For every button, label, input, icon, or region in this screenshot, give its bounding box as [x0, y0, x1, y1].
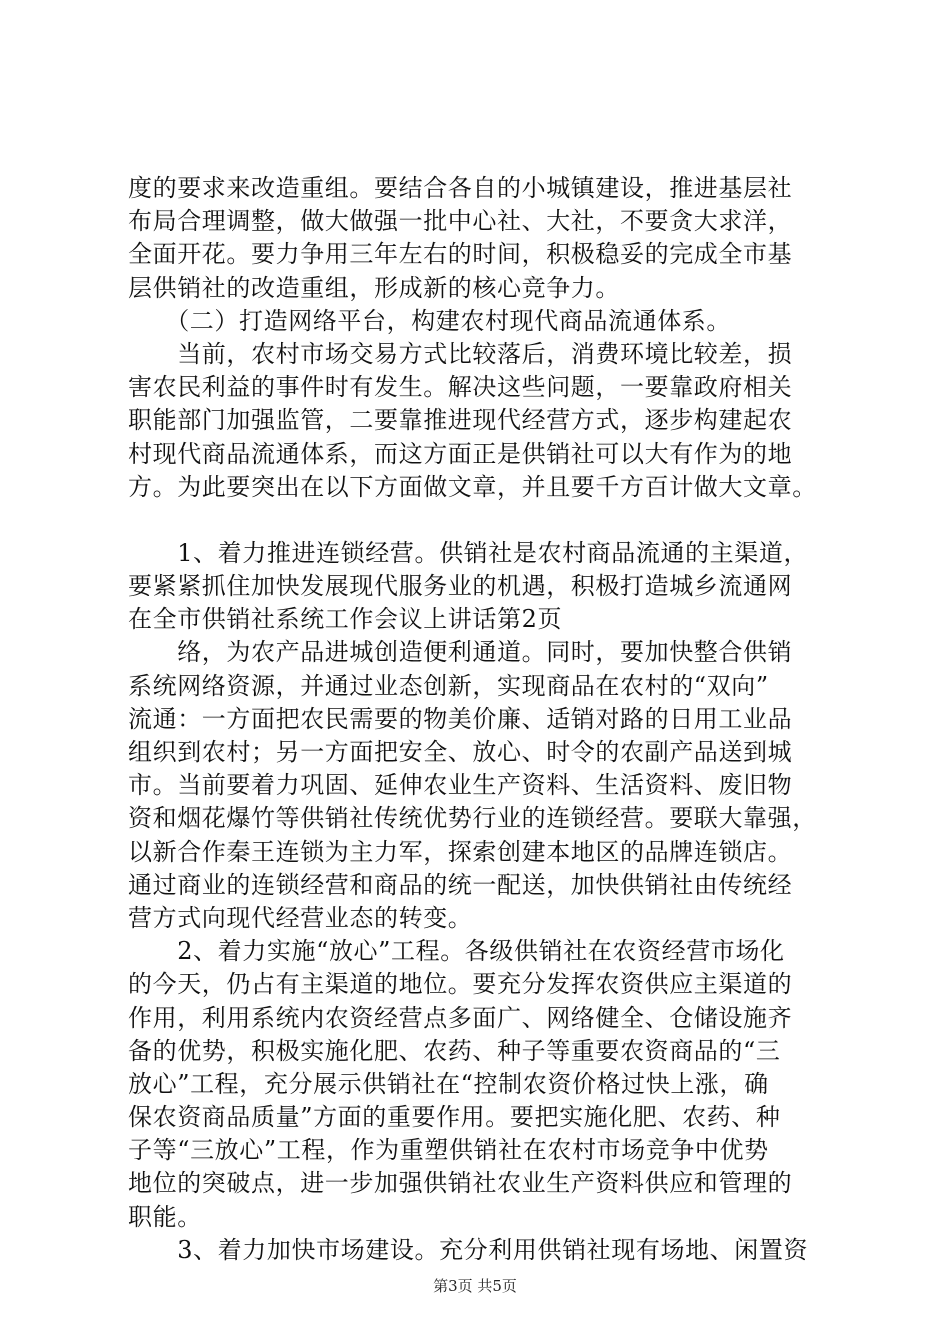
- text-line: 要紧紧抓住加快发展现代服务业的机遇，积极打造城乡流通网: [128, 572, 793, 601]
- text-line: 备的优势，积极实施化肥、农药、种子等重要农资商品的“三: [128, 1036, 781, 1065]
- text-line: 保农资商品质量”方面的重要作用。要把实施化肥、农药、种: [128, 1103, 781, 1132]
- text-line: 职能。: [128, 1202, 202, 1231]
- text-line: 1、着力推进连锁经营。供销社是农村商品流通的主渠道，: [128, 538, 809, 567]
- text-line: 当前，农村市场交易方式比较落后，消费环境比较差，损: [128, 339, 793, 368]
- text-line: 的今天，仍占有主渠道的地位。要充分发挥农资供应主渠道的: [128, 970, 793, 999]
- text-line: 以新合作秦王连锁为主力军，探索创建本地区的品牌连锁店。: [128, 837, 793, 866]
- text-line: 3、着力加快市场建设。充分利用供销社现有场地、闲置资: [128, 1235, 809, 1264]
- text-line: 在全市供销社系统工作会议上讲话第2页: [128, 605, 563, 634]
- document-body: [128, 172, 828, 1267]
- text-line: 作用，利用系统内农资经营点多面广、网络健全、仓储设施齐: [128, 1003, 793, 1032]
- text-line: 层供销社的改造重组，形成新的核心竞争力。: [128, 273, 620, 302]
- text-line: 络，为农产品进城创造便利通道。同时，要加快整合供销: [128, 638, 793, 667]
- text-line: 通过商业的连锁经营和商品的统一配送，加快供销社由传统经: [128, 870, 793, 899]
- text-block-1: [128, 172, 828, 504]
- text-line: 村现代商品流通体系，而这方面正是供销社可以大有作为的地: [128, 439, 793, 468]
- text-line: 资和烟花爆竹等供销社传统优势行业的连锁经营。要联大靠强，: [128, 804, 817, 833]
- text-line: 方。为此要突出在以下方面做文章，并且要千方百计做大文章。: [128, 472, 817, 501]
- text-line: 职能部门加强监管，二要靠推进现代经营方式，逐步构建起农: [128, 406, 793, 435]
- paragraph-gap: [128, 504, 828, 537]
- text-line: （二）打造网络平台，构建农村现代商品流通体系。: [128, 306, 731, 335]
- text-line: 2、着力实施“放心”工程。各级供销社在农资经营市场化: [128, 937, 785, 966]
- text-line: 害农民利益的事件时有发生。解决这些问题，一要靠政府相关: [128, 373, 793, 402]
- text-line: 系统网络资源，并通过业态创新，实现商品在农村的“双向”: [128, 671, 769, 700]
- text-line: 子等“三放心”工程，作为重塑供销社在农村市场竞争中优势: [128, 1136, 769, 1165]
- text-line: 流通：一方面把农民需要的物美价廉、适销对路的日用工业品: [128, 704, 793, 733]
- text-line: 放心”工程，充分展示供销社在“控制农资价格过快上涨，确: [128, 1069, 769, 1098]
- text-line: 度的要求来改造重组。要结合各自的小城镇建设，推进基层社: [128, 174, 793, 202]
- text-line: 地位的突破点，进一步加强供销社农业生产资料供应和管理的: [128, 1169, 793, 1198]
- text-line: 全面开花。要力争用三年左右的时间，积极稳妥的完成全市基: [128, 240, 793, 269]
- text-line: 布局合理调整，做大做强一批中心社、大社，不要贪大求洋，: [128, 207, 793, 236]
- text-line: 市。当前要着力巩固、延伸农业生产资料、生活资料、废旧物: [128, 771, 793, 800]
- text-line: 营方式向现代经营业态的转变。: [128, 903, 473, 932]
- text-block-2: [128, 537, 828, 1267]
- text-line: 组织到农村；另一方面把安全、放心、时令的农副产品送到城: [128, 738, 793, 766]
- page-footer: 第3页 共5页: [433, 1277, 517, 1295]
